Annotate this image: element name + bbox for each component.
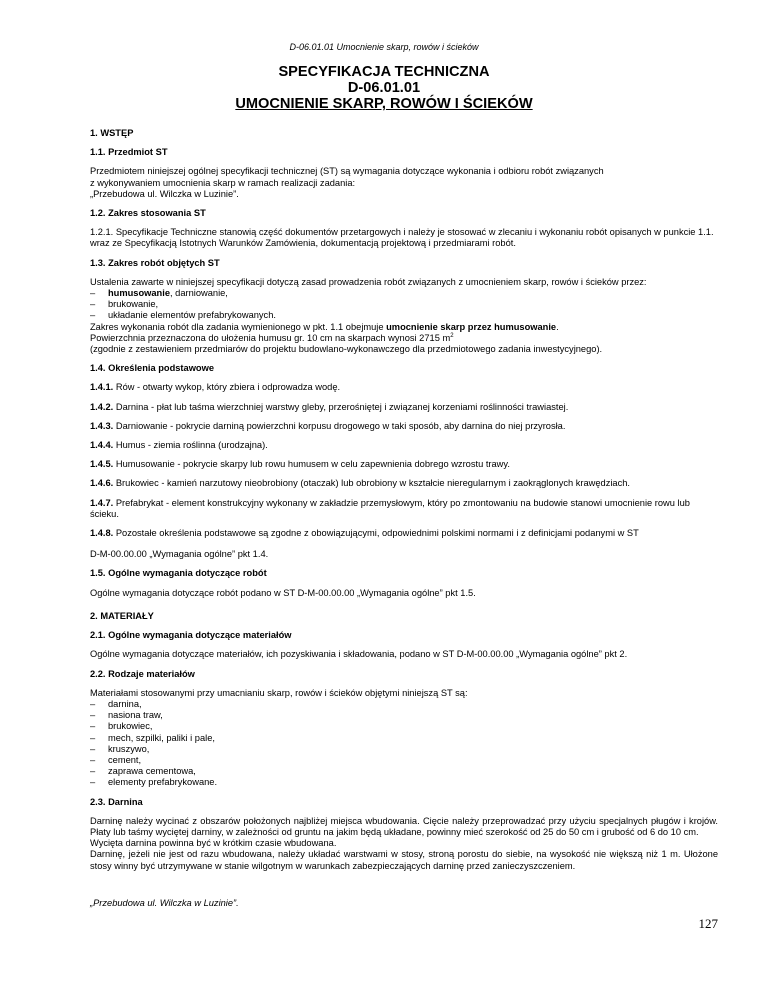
- paragraph-1-1-line-2: z wykonywaniem umocnienia skarp w ramach realizacji zadania:: [90, 177, 356, 188]
- paragraph-1-3-intro: Ustalenia zawarte w niniejszej specyfikacji dotyczą zasad prowadzenia robót związanych z umocnieniem skarp, rowów i ścieków przez:: [90, 276, 647, 287]
- scope-list: [90, 288, 718, 322]
- scope-end: .: [556, 321, 559, 332]
- document-body: [90, 128, 718, 872]
- page-footer: „Przebudowa ul. Wilczka w Luzinie”.: [90, 898, 239, 908]
- paragraph-2-3-1: Darninę należy wycinać z obszarów położonych najbliżej miejsca wbudowania. Cięcie należy przeprowadzać przy użyciu specjalnych pługów i krojów. Płaty lub taśmy wyciętej darniny, w zależności od gruntu na jakim będą układane, powinny mieć szerokość od 25 do 50 cm i grubość od 6 do 10 cm.: [90, 815, 718, 837]
- section-heading-1-3: 1.3. Zakres robót objętych ST: [90, 257, 220, 268]
- section-heading-1: 1. WSTĘP: [90, 128, 134, 138]
- list-item: – nasiona traw,: [90, 710, 718, 721]
- section-heading-1-4: 1.4. Określenia podstawowe: [90, 363, 215, 374]
- list-item: – zaprawa cementowa,: [90, 766, 718, 777]
- scope-text: Zakres wykonania robót dla zadania wymienionego w pkt. 1.1 obejmuje: [90, 321, 387, 332]
- document-title: [0, 64, 768, 112]
- materials-list: [90, 699, 718, 789]
- definition-number: 1.4.5.: [90, 459, 114, 470]
- area-sup: 2: [450, 332, 454, 339]
- definition-text: Humusowanie - pokrycie skarpy lub rowu humusem w celu zapewnienia dobrego wzrostu trawy.: [113, 459, 510, 470]
- definitions-list: [90, 374, 718, 539]
- paragraph-1-2-1: 1.2.1. Specyfikacje Techniczne stanowią część dokumentów przetargowych i należy je stosować w zlecaniu i wykonaniu robót opisanych w punkcie 1.1. wraz ze Specyfikacją Istotnych Warunków Zamówienia, dokumentacją projektową i przedmiarami robót.: [90, 227, 714, 249]
- section-heading-2-3: 2.3. Darnina: [90, 796, 143, 807]
- definition-item: [90, 421, 718, 432]
- list-item: [90, 288, 718, 299]
- definition-text: Pozostałe określenia podstawowe są zgodne z obowiązującymi, odpowiednimi polskimi normami i z definicjami podanymi w ST: [113, 528, 639, 539]
- section-heading-1-1: 1.1. Przedmiot ST: [90, 147, 168, 158]
- definition-number: 1.4.7.: [90, 497, 114, 508]
- list-item: – mech, szpilki, paliki i pale,: [90, 733, 718, 744]
- scope-item-bold: humusowanie: [108, 288, 170, 299]
- list-item: – elementy prefabrykowane.: [90, 777, 718, 788]
- definition-item: [90, 382, 718, 393]
- list-item: – brukowanie,: [90, 299, 718, 310]
- section-heading-2-1: 2.1. Ogólne wymagania dotyczące materiałów: [90, 630, 292, 641]
- paragraph-2-1: Ogólne wymagania dotyczące materiałów, ich pozyskiwania i składowania, podano w ST D-M-00.00.00 „Wymagania ogólne” pkt 2.: [90, 649, 628, 660]
- definition-text: Brukowiec - kamień narzutowy nieobrobiony (otaczak) lub obrobiony w kształcie nieregularnym i zaokrąglonych krawędziach.: [113, 478, 631, 489]
- definition-item: [90, 459, 718, 470]
- paragraph-note: (zgodnie z zestawieniem przedmiarów do projektu budowlano-wykonawczego dla przedmiotowego zadania inwestycyjnego).: [90, 344, 603, 355]
- definition-number: 1.4.4.: [90, 440, 114, 451]
- definition-number: 1.4.1.: [90, 382, 114, 393]
- definition-item: [90, 528, 718, 539]
- paragraph-area: [90, 333, 718, 344]
- list-item: – darnina,: [90, 699, 718, 710]
- section-heading-1-2: 1.2. Zakres stosowania ST: [90, 208, 206, 219]
- title-line-1: SPECYFIKACJA TECHNICZNA: [278, 64, 490, 80]
- section-heading-2: 2. MATERIAŁY: [90, 610, 154, 621]
- definition-text: Darnina - płat lub taśma wierzchniej warstwy gleby, przerośniętej i związanej korzeniami roślinności trawiastej.: [113, 401, 569, 412]
- definition-item: [90, 478, 718, 489]
- paragraph-2-2-intro: Materiałami stosowanymi przy umacnianiu skarp, rowów i ścieków objętymi niniejszą ST są:: [90, 687, 468, 698]
- running-header: D-06.01.01 Umocnienie skarp, rowów i ścieków: [289, 42, 479, 52]
- list-item: – układanie elementów prefabrykowanych.: [90, 310, 718, 321]
- definition-item: [90, 498, 718, 520]
- definition-item: [90, 440, 718, 451]
- page-number: 127: [698, 916, 718, 931]
- definition-text: Prefabrykat - element konstrukcyjny wykonany w zakładzie przemysłowym, który po zmontowaniu na budowie stanowi umocnienie rowu lub ścieku.: [90, 497, 690, 519]
- paragraph-1-4-8-cont: D-M-00.00.00 „Wymagania ogólne” pkt 1.4.: [90, 549, 269, 560]
- paragraph-1-5: Ogólne wymagania dotyczące robót podano w ST D-M-00.00.00 „Wymagania ogólne” pkt 1.5.: [90, 587, 476, 598]
- list-item: – brukowiec,: [90, 721, 718, 732]
- definition-number: 1.4.2.: [90, 401, 114, 412]
- definition-number: 1.4.6.: [90, 478, 114, 489]
- section-heading-1-5: 1.5. Ogólne wymagania dotyczące robót: [90, 568, 267, 579]
- list-item: – cement,: [90, 755, 718, 766]
- paragraph-2-3-3: Darninę, jeżeli nie jest od razu wbudowana, należy układać warstwami w stosy, stroną porostu do siebie, na wysokość nie większą niż 1 m. Ułożone stosy winny być utrzymywane w stanie wilgotnym w warunkach zabezpieczających darninę przed zanieczyszczeniem.: [90, 849, 718, 871]
- title-line-3: UMOCNIENIE SKARP, ROWÓW I ŚCIEKÓW: [235, 96, 533, 112]
- paragraph-1-1-line-3: „Przebudowa ul. Wilczka w Luzinie”.: [90, 188, 239, 199]
- paragraph-1-1-line-1: Przedmiotem niniejszej ogólnej specyfikacji technicznej (ST) są wymagania dotyczące wykonania i odbioru robót związanych: [90, 166, 604, 177]
- scope-item-rest: , darniowanie,: [170, 288, 228, 299]
- definition-text: Humus - ziemia roślinna (urodzajna).: [113, 440, 268, 451]
- definition-item: [90, 402, 718, 413]
- paragraph-2-3-2: Wycięta darnina powinna być w krótkim czasie wbudowana.: [90, 838, 337, 849]
- section-heading-2-2: 2.2. Rodzaje materiałów: [90, 668, 195, 679]
- area-text: Powierzchnia przeznaczona do ułożenia humusu gr. 10 cm na skarpach wynosi 2715 m: [90, 332, 451, 343]
- definition-number: 1.4.3.: [90, 420, 114, 431]
- list-item: – kruszywo,: [90, 744, 718, 755]
- definition-text: Rów - otwarty wykop, który zbiera i odprowadza wodę.: [113, 382, 341, 393]
- definition-number: 1.4.8.: [90, 528, 114, 539]
- scope-bold: umocnienie skarp przez humusowanie: [386, 321, 557, 332]
- definition-text: Darniowanie - pokrycie darniną powierzchni korpusu drogowego w taki sposób, aby darnina do niej przyrosła.: [113, 420, 566, 431]
- paragraph-scope: [90, 322, 718, 333]
- title-line-2: D-06.01.01: [347, 80, 421, 96]
